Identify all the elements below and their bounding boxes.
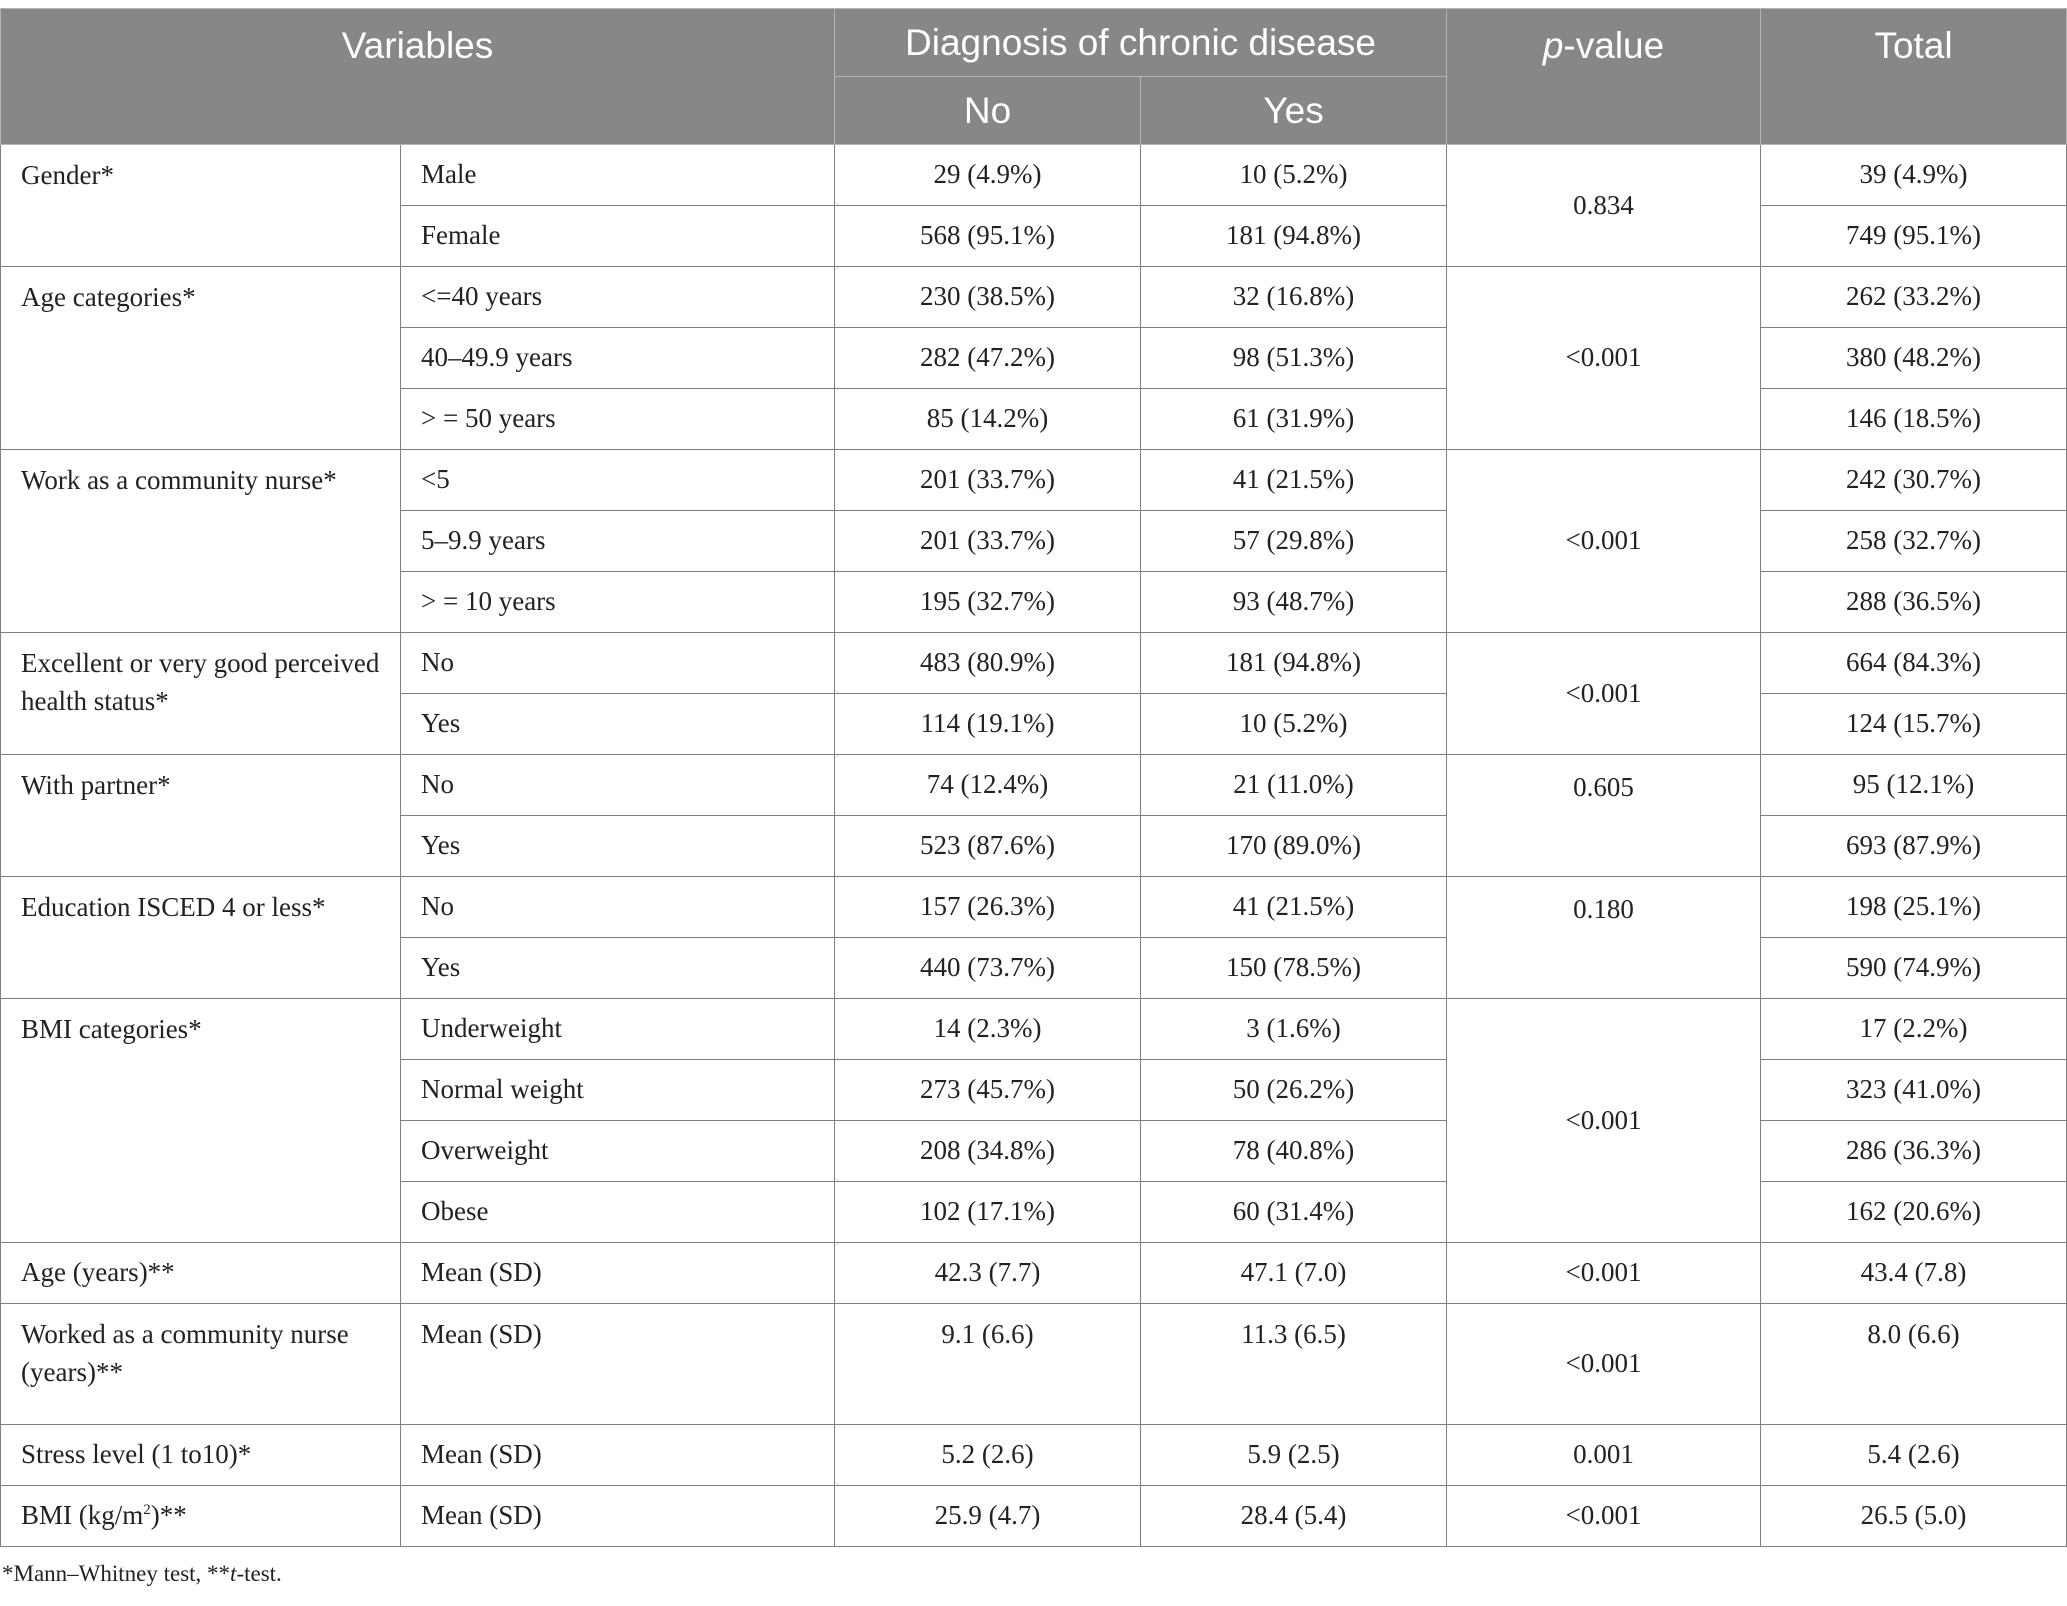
no-cell: 14 (2.3%): [835, 999, 1141, 1060]
bmi-label-sup: 2: [143, 1502, 151, 1519]
total-cell: 124 (15.7%): [1761, 694, 2067, 755]
table-row: [1, 633, 2067, 694]
variable-label: Work as a community nurse*: [1, 450, 401, 633]
yes-cell: 47.1 (7.0): [1141, 1243, 1447, 1304]
footnote-a: *Mann–Whitney test, **: [2, 1561, 231, 1586]
total-cell: 262 (33.2%): [1761, 267, 2067, 328]
no-cell: 230 (38.5%): [835, 267, 1141, 328]
category-cell: Mean (SD): [401, 1304, 835, 1425]
total-cell: 288 (36.5%): [1761, 572, 2067, 633]
category-cell: Female: [401, 206, 835, 267]
no-cell: 273 (45.7%): [835, 1060, 1141, 1121]
yes-cell: 21 (11.0%): [1141, 755, 1447, 816]
table-row: [1, 877, 2067, 938]
no-cell: 74 (12.4%): [835, 755, 1141, 816]
no-cell: 42.3 (7.7): [835, 1243, 1141, 1304]
no-cell: 201 (33.7%): [835, 450, 1141, 511]
yes-cell: 93 (48.7%): [1141, 572, 1447, 633]
header-p-value: [1447, 9, 1761, 145]
no-cell: 102 (17.1%): [835, 1182, 1141, 1243]
total-cell: 5.4 (2.6): [1761, 1425, 2067, 1486]
p-value-cell: <0.001: [1447, 633, 1761, 755]
total-cell: 43.4 (7.8): [1761, 1243, 2067, 1304]
p-value-cell: <0.001: [1447, 1243, 1761, 1304]
p-value-cell: 0.605: [1447, 755, 1761, 877]
bmi-label-post: )**: [150, 1500, 187, 1531]
category-cell: No: [401, 755, 835, 816]
header-p-italic: p: [1542, 25, 1564, 66]
category-cell: No: [401, 633, 835, 694]
table-row: [1, 999, 2067, 1060]
category-cell: > = 50 years: [401, 389, 835, 450]
total-cell: 749 (95.1%): [1761, 206, 2067, 267]
yes-cell: 60 (31.4%): [1141, 1182, 1447, 1243]
no-cell: 483 (80.9%): [835, 633, 1141, 694]
yes-cell: 3 (1.6%): [1141, 999, 1447, 1060]
total-cell: 146 (18.5%): [1761, 389, 2067, 450]
category-cell: Mean (SD): [401, 1243, 835, 1304]
yes-cell: 28.4 (5.4): [1141, 1486, 1447, 1547]
variable-label: Age categories*: [1, 267, 401, 450]
p-value-cell: 0.834: [1447, 145, 1761, 267]
variable-label: Gender*: [1, 145, 401, 267]
header-no: No: [835, 77, 1141, 145]
category-cell: Male: [401, 145, 835, 206]
variable-label: Education ISCED 4 or less*: [1, 877, 401, 999]
category-cell: Mean (SD): [401, 1486, 835, 1547]
no-cell: 29 (4.9%): [835, 145, 1141, 206]
total-cell: 39 (4.9%): [1761, 145, 2067, 206]
category-cell: Overweight: [401, 1121, 835, 1182]
total-cell: 242 (30.7%): [1761, 450, 2067, 511]
variable-label: Excellent or very good perceived health status*: [1, 633, 401, 755]
p-value-cell: <0.001: [1447, 999, 1761, 1243]
bmi-label-pre: BMI (kg/m: [21, 1500, 144, 1531]
table-header: [1, 9, 2067, 145]
yes-cell: 181 (94.8%): [1141, 633, 1447, 694]
variable-label: BMI categories*: [1, 999, 401, 1243]
header-yes: Yes: [1141, 77, 1447, 145]
p-value-cell: <0.001: [1447, 450, 1761, 633]
yes-cell: 41 (21.5%): [1141, 450, 1447, 511]
total-cell: 95 (12.1%): [1761, 755, 2067, 816]
variable-label: With partner*: [1, 755, 401, 877]
yes-cell: 10 (5.2%): [1141, 145, 1447, 206]
variable-label: Age (years)**: [1, 1243, 401, 1304]
chronic-disease-table: [0, 8, 2067, 1547]
table-row: [1, 267, 2067, 328]
total-cell: 286 (36.3%): [1761, 1121, 2067, 1182]
table-row: [1, 1243, 2067, 1304]
yes-cell: 5.9 (2.5): [1141, 1425, 1447, 1486]
table-row: [1, 1425, 2067, 1486]
total-cell: 664 (84.3%): [1761, 633, 2067, 694]
no-cell: 440 (73.7%): [835, 938, 1141, 999]
total-cell: 693 (87.9%): [1761, 816, 2067, 877]
no-cell: 523 (87.6%): [835, 816, 1141, 877]
category-cell: 5–9.9 years: [401, 511, 835, 572]
p-value-cell: 0.180: [1447, 877, 1761, 999]
no-cell: 85 (14.2%): [835, 389, 1141, 450]
yes-cell: 41 (21.5%): [1141, 877, 1447, 938]
category-cell: <5: [401, 450, 835, 511]
results-table-container: [0, 8, 2067, 1587]
category-cell: Obese: [401, 1182, 835, 1243]
yes-cell: 98 (51.3%): [1141, 328, 1447, 389]
p-value-cell: <0.001: [1447, 1486, 1761, 1547]
footnote-b: -test.: [236, 1561, 282, 1586]
no-cell: 282 (47.2%): [835, 328, 1141, 389]
total-cell: 8.0 (6.6): [1761, 1304, 2067, 1425]
header-total: Total: [1761, 9, 2067, 145]
footnote: [0, 1547, 2067, 1587]
yes-cell: 10 (5.2%): [1141, 694, 1447, 755]
category-cell: <=40 years: [401, 267, 835, 328]
yes-cell: 11.3 (6.5): [1141, 1304, 1447, 1425]
header-variables: Variables: [1, 9, 835, 145]
no-cell: 25.9 (4.7): [835, 1486, 1141, 1547]
table-row: [1, 1486, 2067, 1547]
no-cell: 568 (95.1%): [835, 206, 1141, 267]
no-cell: 5.2 (2.6): [835, 1425, 1141, 1486]
footnote-t: t: [230, 1561, 237, 1586]
category-cell: Yes: [401, 816, 835, 877]
header-diagnosis: Diagnosis of chronic disease: [835, 9, 1447, 77]
category-cell: > = 10 years: [401, 572, 835, 633]
total-cell: 323 (41.0%): [1761, 1060, 2067, 1121]
yes-cell: 57 (29.8%): [1141, 511, 1447, 572]
variable-label: [1, 1486, 401, 1547]
category-cell: Yes: [401, 938, 835, 999]
variable-label: Stress level (1 to10)*: [1, 1425, 401, 1486]
yes-cell: 78 (40.8%): [1141, 1121, 1447, 1182]
no-cell: 208 (34.8%): [835, 1121, 1141, 1182]
table-body: [1, 145, 2067, 1547]
total-cell: 17 (2.2%): [1761, 999, 2067, 1060]
header-p-rest: -value: [1563, 25, 1665, 66]
category-cell: 40–49.9 years: [401, 328, 835, 389]
no-cell: 9.1 (6.6): [835, 1304, 1141, 1425]
p-value-cell: <0.001: [1447, 1304, 1761, 1425]
p-value-cell: <0.001: [1447, 267, 1761, 450]
no-cell: 195 (32.7%): [835, 572, 1141, 633]
variable-label: Worked as a community nurse (years)**: [1, 1304, 401, 1425]
yes-cell: 170 (89.0%): [1141, 816, 1447, 877]
table-row: [1, 755, 2067, 816]
table-row: [1, 145, 2067, 206]
p-value-cell: 0.001: [1447, 1425, 1761, 1486]
table-row: [1, 450, 2067, 511]
no-cell: 114 (19.1%): [835, 694, 1141, 755]
category-cell: Yes: [401, 694, 835, 755]
yes-cell: 150 (78.5%): [1141, 938, 1447, 999]
yes-cell: 61 (31.9%): [1141, 389, 1447, 450]
no-cell: 157 (26.3%): [835, 877, 1141, 938]
category-cell: No: [401, 877, 835, 938]
total-cell: 258 (32.7%): [1761, 511, 2067, 572]
total-cell: 162 (20.6%): [1761, 1182, 2067, 1243]
category-cell: Mean (SD): [401, 1425, 835, 1486]
table-row: [1, 1304, 2067, 1425]
category-cell: Normal weight: [401, 1060, 835, 1121]
yes-cell: 32 (16.8%): [1141, 267, 1447, 328]
yes-cell: 181 (94.8%): [1141, 206, 1447, 267]
total-cell: 380 (48.2%): [1761, 328, 2067, 389]
category-cell: Underweight: [401, 999, 835, 1060]
yes-cell: 50 (26.2%): [1141, 1060, 1447, 1121]
no-cell: 201 (33.7%): [835, 511, 1141, 572]
total-cell: 198 (25.1%): [1761, 877, 2067, 938]
total-cell: 590 (74.9%): [1761, 938, 2067, 999]
total-cell: 26.5 (5.0): [1761, 1486, 2067, 1547]
